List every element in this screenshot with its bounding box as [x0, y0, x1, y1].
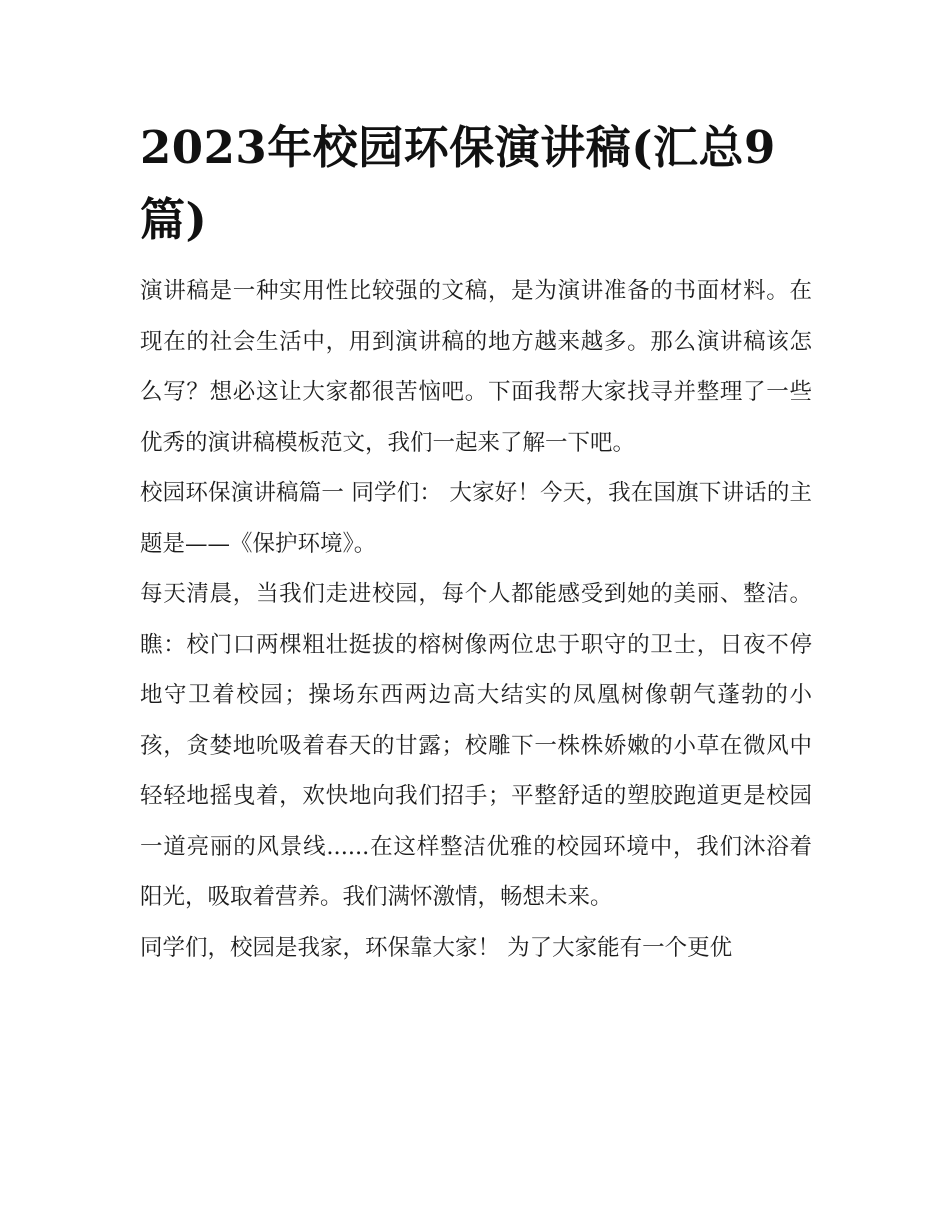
paragraph-speech-one-opening: 校园环保演讲稿篇一 同学们： 大家好！今天，我在国旗下讲话的主题是——《保护环境》。 [140, 480, 812, 557]
paragraph-intro: 演讲稿是一种实用性比较强的文稿，是为演讲准备的书面材料。在现在的社会生活中，用到演讲稿的地方越来越多。那么演讲稿该怎么写？想必这让大家都很苦恼吧。下面我帮大家找寻并整理了一些优秀的演讲稿模板范文，我们一起来了解一下吧。 [140, 278, 812, 456]
paragraph-campus-is-home: 同学们，校园是我家，环保靠大家！ 为了大家能有一个更优 [140, 934, 733, 961]
paragraph-campus-morning: 每天清晨，当我们走进校园，每个人都能感受到她的美丽、整洁。瞧：校门口两棵粗壮挺拔的榕树像两位忠于职守的卫士，日夜不停地守卫着校园；操场东西两边高大结实的凤凰树像朝气蓬勃的小孩，贪婪地吮吸着春天的甘露；校雕下一株株娇嫩的小草在微风中轻轻地摇曳着，欢快地向我们招手；平整舒适的塑胶跑道更是校园一道亮丽的风景线......在这样整洁优雅的校园环境中，我们沐浴着阳光，吸取着营养。我们满怀激情，畅想未来。 [140, 581, 812, 910]
document-title: 2023年校园环保演讲稿(汇总9篇) [140, 121, 776, 246]
document-body [140, 112, 812, 973]
